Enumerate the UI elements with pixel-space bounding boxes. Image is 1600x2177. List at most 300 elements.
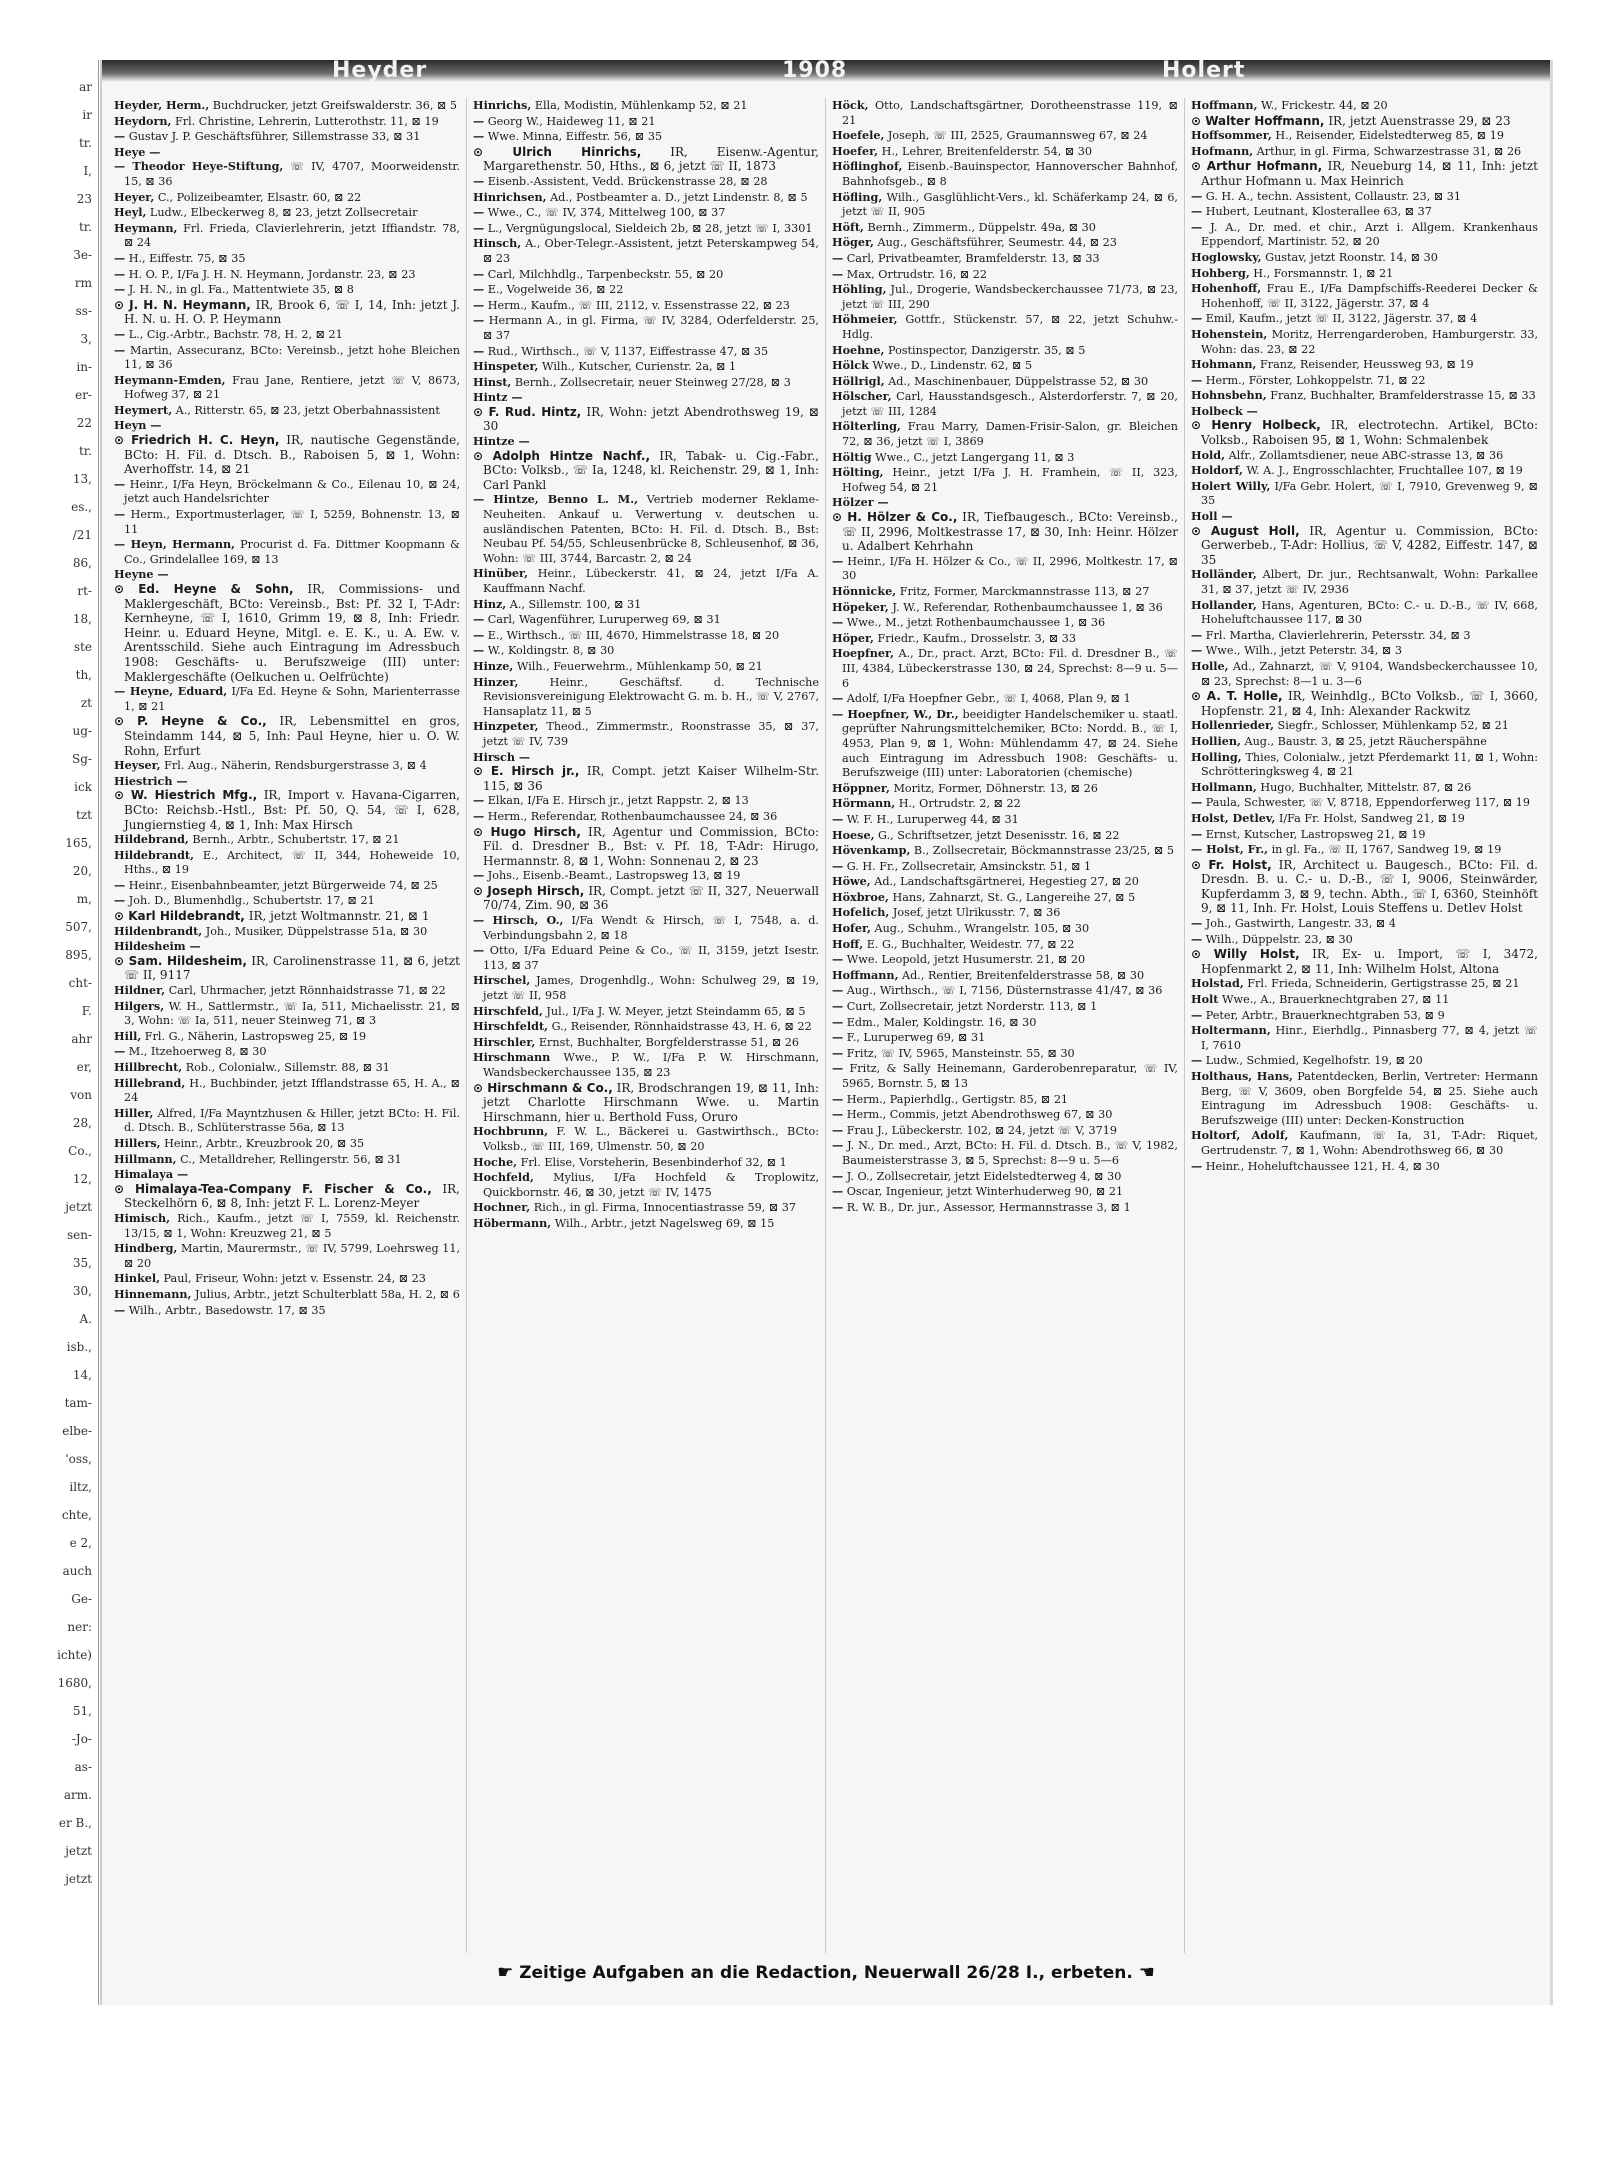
entry-name: — xyxy=(832,1107,844,1122)
entry-name: Höltig xyxy=(832,449,872,464)
entry-name: ⊙ Ed. Heyne & Sohn, xyxy=(114,582,294,596)
directory-entry xyxy=(1191,418,1538,447)
directory-entry xyxy=(832,843,1178,859)
margin-fragment: as- xyxy=(74,1760,92,1774)
directory-entry xyxy=(473,1035,819,1051)
entry-name: — xyxy=(1191,826,1203,841)
entry-name: — xyxy=(473,220,485,235)
entry-details: Wilh., Gasglühlicht-Vers., kl. Schäferkamp 24, ⊠ 6, jetzt ☏ II, 905 xyxy=(842,190,1178,219)
running-header xyxy=(102,60,1550,82)
entry-name: — xyxy=(832,1045,844,1060)
entry-name: Holling, xyxy=(1191,749,1242,764)
directory-page xyxy=(100,60,1553,2005)
directory-entry xyxy=(1191,281,1538,311)
margin-fragment: 165, xyxy=(65,836,92,850)
directory-entry xyxy=(114,848,460,878)
entry-details: W. A. J., Engrosschlachter, Fruchtallee 107, ⊠ 19 xyxy=(1246,464,1523,478)
entry-details: Ad., Zahnarzt, ☏ V, 9104, Wandsbeckerchaussee 10, ⊠ 23, Sprechst: 8—1 u. 3—6 xyxy=(1201,659,1538,688)
entry-details: IR, Neueburg 14, ⊠ 11, Inh: jetzt Arthur Hofmann u. Max Heinrich xyxy=(1201,159,1538,188)
column-2 xyxy=(467,98,826,1953)
entry-name: — xyxy=(832,952,844,967)
entry-name: ⊙ Friedrich H. C. Heyn, xyxy=(114,433,280,448)
entry-name: Hinspeter, xyxy=(473,359,539,374)
directory-entry xyxy=(114,954,460,983)
entry-name: Hoffmann, xyxy=(1191,98,1258,112)
directory-entry xyxy=(832,235,1178,251)
directory-entry xyxy=(473,597,819,613)
directory-entry xyxy=(1191,327,1538,357)
directory-entry xyxy=(832,374,1178,390)
directory-entry xyxy=(1191,718,1538,734)
entry-name: — xyxy=(832,811,844,826)
entry-details: G., Reisender, Rönnhaidstrasse 43, H. 6, ⊠ 22 xyxy=(551,1020,812,1034)
entry-name: Hiestrich — xyxy=(114,773,188,788)
entry-details: Herm., Papierhdlg., Gertigstr. 85, ⊠ 21 xyxy=(846,1092,1069,1106)
entry-details: L., Vergnügungslocal, Sieldeich 2b, ⊠ 28, jetzt ☏ I, 3301 xyxy=(487,221,813,235)
entry-details: Mylius, I/Fa Hochfeld & Troplowitz, Quickbornstr. 46, ⊠ 30, jetzt ☏ IV, 1475 xyxy=(483,1171,820,1199)
directory-entry xyxy=(1191,220,1538,250)
entry-details: Frl. Martha, Clavierlehrerin, Petersstr. 34, ⊠ 3 xyxy=(1205,628,1471,642)
directory-entry xyxy=(1191,916,1538,932)
entry-details: Gustav, jetzt Roonstr. 14, ⊠ 30 xyxy=(1265,250,1438,264)
entry-details: Eisenb.-Assistent, Vedd. Brückenstrasse 28, ⊠ 28 xyxy=(487,174,768,188)
entry-details: Wwe., C., ☏ IV, 374, Mittelweg 100, ⊠ 37 xyxy=(487,206,726,220)
entry-details: Franz, Buchhalter, Bramfelderstrasse 15, ⊠ 33 xyxy=(1270,389,1536,403)
entry-details: Wilh., Arbtr., Basedowstr. 17, ⊠ 35 xyxy=(128,1303,326,1317)
margin-fragment: er B., xyxy=(58,1816,92,1830)
margin-fragment: th, xyxy=(75,668,92,682)
entry-name: Heyn — xyxy=(114,418,162,433)
directory-entry xyxy=(473,1200,819,1216)
entry-details: IR, Compt. jetzt Kaiser Wilhelm-Str. 115, ⊠ 36 xyxy=(483,764,820,793)
margin-fragment: ug- xyxy=(72,724,92,738)
entry-name: Holtorf, Adolf, xyxy=(1191,1128,1289,1143)
entry-details: Heinr., Hoheluftchaussee 121, H. 4, ⊠ 30 xyxy=(1205,1159,1440,1173)
directory-entry xyxy=(473,913,819,943)
entry-name: Himisch, xyxy=(114,1210,171,1225)
directory-entry xyxy=(832,646,1178,691)
entry-details: Aug., Schuhm., Wrangelstr. 105, ⊠ 30 xyxy=(874,922,1090,936)
entry-name: Holst, Detlev, xyxy=(1191,810,1276,825)
directory-entry xyxy=(114,714,460,758)
entry-name: — xyxy=(473,808,485,823)
directory-entry xyxy=(473,764,819,793)
entry-details: Herm., Förster, Lohkoppelstr. 71, ⊠ 22 xyxy=(1205,373,1426,387)
entry-details: I/Fa Ed. Heyne & Sohn, Marienterrasse 1, ⊠ 21 xyxy=(124,685,460,713)
entry-name: — xyxy=(832,858,844,873)
entry-details: E., Wirthsch., ☏ III, 4670, Himmelstrasse 18, ⊠ 20 xyxy=(487,628,780,642)
entry-details: Bernh., Arbtr., Schubertstr. 17, ⊠ 21 xyxy=(192,833,400,847)
entry-name: — xyxy=(832,266,844,281)
entry-details: W. H., Sattlermstr., ☏ Ia, 511, Michaelisstr. 21, ⊠ 3, Wohn: ☏ Ia, 511, neuer Steinweg 71, ⊠ 3 xyxy=(124,999,460,1028)
directory-entry xyxy=(1191,932,1538,948)
directory-entry xyxy=(114,983,460,999)
entry-details: Emil, Kaufm., jetzt ☏ II, 3122, Jägerstr. 37, ⊠ 4 xyxy=(1205,312,1478,326)
directory-entry xyxy=(114,758,460,774)
directory-entry xyxy=(832,282,1178,312)
entry-details: Rob., Colonialw., Sillemstr. 88, ⊠ 31 xyxy=(185,1061,390,1074)
directory-entry xyxy=(114,1271,460,1287)
directory-entry xyxy=(114,507,460,537)
entry-name: — xyxy=(1191,311,1203,326)
column-4 xyxy=(1185,98,1544,1953)
entry-details: Hans, Agenturen, BCto: C.- u. D.-B., ☏ IV, 668, Hoheluftchaussee 117, ⊠ 30 xyxy=(1201,598,1538,627)
entry-details: Theod., Zimmermstr., Roonstrasse 35, ⊠ 37, jetzt ☏ IV, 739 xyxy=(483,720,819,748)
entry-name: Höpeker, xyxy=(832,599,889,614)
entry-details: B., Zollsecretair, Böckmannstrasse 23/25, ⊠ 5 xyxy=(913,844,1175,858)
entry-name: Holert Willy, xyxy=(1191,478,1271,493)
entry-details: F. W. L., Bäckerei u. Gastwirthsch., BCto: Volksb., ☏ III, 169, Ulmenstr. 50, ⊠ 20 xyxy=(483,1125,819,1153)
entry-details: Friedr., Kaufm., Drosselstr. 3, ⊠ 33 xyxy=(877,631,1077,645)
entry-name: ⊙ Adolph Hintze Nachf., xyxy=(473,448,651,463)
entry-name: ⊙ W. Hiestrich Mfg., xyxy=(114,788,258,803)
entry-name: Hofelich, xyxy=(832,905,890,920)
directory-entry xyxy=(473,492,819,566)
entry-name: — xyxy=(473,173,485,188)
entry-name: Hochfeld, xyxy=(473,1170,534,1185)
entry-details: Alfr., Zollamtsdiener, neue ABC-strasse 13, ⊠ 36 xyxy=(1228,448,1504,462)
entry-name: — xyxy=(1191,372,1203,387)
entry-details: Arthur, in gl. Firma, Schwarzestrasse 31, ⊠ 26 xyxy=(1256,144,1522,158)
entry-name: — xyxy=(473,643,485,658)
entry-details: Joh. D., Blumenhdlg., Schubertstr. 17, ⊠ 21 xyxy=(128,894,375,908)
entry-name: — xyxy=(832,999,844,1014)
entry-details: Heinr., I/Fa Heyn, Bröckelmann & Co., Eilenau 10, ⊠ 24, jetzt auch Handelsrichter xyxy=(124,477,460,506)
entry-details: A., Dr., pract. Arzt, BCto: Fil. d. Dresdner B., ☏ III, 4384, Lübeckerstrasse 130, ⊠ 24, Sprechst: 8—9 u. 5—6 xyxy=(842,647,1178,690)
entry-name: ⊙ J. H. N. Heymann, xyxy=(114,297,251,312)
entry-details: IR, jetzt Auenstrasse 29, ⊠ 23 xyxy=(1328,113,1511,128)
entry-name: — xyxy=(114,282,126,297)
directory-entry xyxy=(1191,159,1538,188)
entry-details: G. H. Fr., Zollsecretair, Amsinckstr. 51, ⊠ 1 xyxy=(846,859,1092,873)
directory-entry xyxy=(114,582,460,684)
directory-entry xyxy=(473,190,819,206)
margin-fragment: ahr xyxy=(71,1032,92,1046)
entry-details: IR, nautische Gegenstände, BCto: H. Fil. d. Dtsch. B., Raboisen 5, ⊠ 1, Wohn: Averhoffstr. 14, ⊠ 21 xyxy=(124,433,460,477)
directory-entry xyxy=(832,1046,1178,1062)
directory-entry xyxy=(1191,1069,1538,1128)
entry-details: H. O. P., I/Fa J. H. N. Heymann, Jordanstr. 23, ⊠ 23 xyxy=(128,267,416,281)
entry-details: IR, electrotechn. Artikel, BCto: Volksb., Raboisen 95, ⊠ 1, Wohn: Schmalenbek xyxy=(1201,418,1538,448)
directory-entry xyxy=(473,313,819,343)
entry-name: Hölting, xyxy=(832,465,884,480)
margin-fragment: tr. xyxy=(78,444,92,458)
entry-details: Rich., in gl. Firma, Innocentiastrasse 59, ⊠ 37 xyxy=(533,1201,797,1215)
entry-details: L., Cig.-Arbtr., Bachstr. 78, H. 2, ⊠ 21 xyxy=(128,327,343,341)
entry-details: Martin, Maurermstr., ☏ IV, 5799, Loehrsweg 11, ⊠ 20 xyxy=(124,1242,461,1270)
directory-entry xyxy=(114,924,460,940)
entry-details: IR, Compt. jetzt ☏ II, 327, Neuerwall 70/74, Zim. 90, ⊠ 36 xyxy=(483,883,819,913)
margin-fragment: 35, xyxy=(72,1256,92,1270)
directory-entry xyxy=(832,144,1178,160)
entry-details: Paula, Schwester, ☏ V, 8718, Eppendorferweg 117, ⊠ 19 xyxy=(1205,796,1531,810)
entry-name: Hildesheim — xyxy=(114,939,201,954)
entry-name: — xyxy=(114,893,126,908)
entry-details: Franz, Reisender, Heussweg 93, ⊠ 19 xyxy=(1259,358,1474,372)
entry-name: Hirsch — xyxy=(473,749,531,764)
entry-name: Hirschmann xyxy=(473,1050,551,1065)
header-right-word: Holert xyxy=(1162,60,1246,83)
directory-entry xyxy=(832,220,1178,236)
entry-name: Heyder, Herm., xyxy=(114,98,210,112)
entry-name: ⊙ Hirschmann & Co., xyxy=(473,1080,613,1095)
entry-details: C., Polizeibeamter, Elsastr. 60, ⊠ 22 xyxy=(157,190,362,204)
entry-name: — xyxy=(1191,219,1203,234)
entry-details: Rich., Kaufm., jetzt ☏ I, 7559, kl. Reichenstr. 13/15, ⊠ 1, Wohn: Kreuzweg 21, ⊠ 5 xyxy=(124,1211,460,1240)
directory-entry xyxy=(114,1211,460,1241)
margin-fragment: cht- xyxy=(68,976,92,990)
entry-details: Wilh., Kutscher, Curienstr. 2a, ⊠ 1 xyxy=(542,360,737,374)
entry-name: Hiller, xyxy=(114,1105,154,1120)
entry-details: IR, Weinhdlg., BCto Volksb., ☏ I, 3660, Hopfenstr. 21, ⊠ 4, Inh: Alexander Rackwitz xyxy=(1201,689,1539,718)
entry-details: Wilh., Düppelstr. 23, ⊠ 30 xyxy=(1205,932,1353,946)
directory-entry xyxy=(832,98,1178,128)
entry-details: Siegfr., Schlosser, Mühlenkamp 52, ⊠ 21 xyxy=(1277,719,1509,733)
entry-details: Hinr., Eierhdlg., Pinnasberg 77, ⊠ 4, jetzt ☏ I, 7610 xyxy=(1201,1024,1538,1052)
entry-name: ⊙ Himalaya-Tea-Company F. Fischer & Co., xyxy=(114,1181,432,1196)
directory-entry xyxy=(832,828,1178,844)
entry-name: Heyl, xyxy=(114,205,147,220)
directory-entry xyxy=(114,909,460,924)
directory-entry xyxy=(473,174,819,190)
margin-fragment: 18, xyxy=(72,612,92,626)
pointing-hand-left-icon: ☛ xyxy=(497,1962,514,1983)
entry-name: Höflinghof, xyxy=(832,159,903,174)
directory-entry xyxy=(473,359,819,375)
directory-entry xyxy=(114,114,460,130)
entry-name: — xyxy=(1191,931,1203,946)
entry-details: Heinr., Eisenbahnbeamter, jetzt Bürgerweide 74, ⊠ 25 xyxy=(128,878,438,892)
directory-entry xyxy=(832,1061,1178,1091)
entry-name: ⊙ Hugo Hirsch, xyxy=(473,824,581,839)
margin-fragment: tr. xyxy=(78,220,92,234)
entry-details: Elkan, I/Fa E. Hirsch jr., jetzt Rappstr. 2, ⊠ 13 xyxy=(487,794,749,808)
entry-name: Holbeck — xyxy=(1191,403,1258,418)
entry-details: Gustav J. P. Geschäftsführer, Sillemstrasse 33, ⊠ 31 xyxy=(128,130,421,144)
entry-name: Hildebrand, xyxy=(114,832,189,847)
entry-details: IR, Ex- u. Import, ☏ I, 3472, Hopfenmarkt 2, ⊠ 11, Inh: Wilhelm Holst, Altona xyxy=(1201,947,1538,976)
entry-details: Fritz, Former, Marckmannstrasse 113, ⊠ 27 xyxy=(899,585,1150,598)
entry-details: Frau J., Lübeckerstr. 102, ⊠ 24, jetzt ☏ V, 3719 xyxy=(846,1123,1117,1137)
directory-entry xyxy=(832,983,1178,999)
entry-name: Himalaya — xyxy=(114,1167,189,1182)
entry-details: I/Fa Wendt & Hirsch, ☏ I, 7548, a. d. Verbindungsbahn 2, ⊠ 18 xyxy=(483,914,819,942)
margin-fragment: 895, xyxy=(65,948,92,962)
entry-details: Heinr., jetzt I/Fa J. H. Framhein, ☏ II, 323, Hofweg 54, ⊠ 21 xyxy=(842,466,1178,494)
directory-entry xyxy=(832,510,1178,554)
directory-entry xyxy=(114,1152,460,1168)
margin-fragment: e 2, xyxy=(69,1536,92,1550)
entry-details: J. W., Referendar, Rothenbaumchaussee 1, ⊠ 36 xyxy=(892,600,1163,614)
entry-details: Procurist d. Fa. Dittmer Koopmann & Co., Grindelallee 169, ⊠ 13 xyxy=(124,538,460,566)
entry-details: Frau Marry, Damen-Frisir-Salon, gr. Bleichen 72, ⊠ 36, jetzt ☏ I, 3869 xyxy=(842,420,1178,449)
entry-name: Heymert, xyxy=(114,402,173,417)
directory-entry xyxy=(1191,1053,1538,1069)
directory-entry xyxy=(1191,388,1538,404)
entry-details: IR, Commissions- und Maklergeschäft, BCto: Vereinsb., Bst: Pf. 32 I, T-Adr: Kernheyne, ☏ I, 1610, Grimm 19, ⊠ 8, Inh: Friedr. Heinr. u. Eduard Heyne, Mitgl. e. E. K., u. A. Ew. v. Arentsschild. Siehe auch Eintragung im Adressbuch 1908: Geschäfts- u. Berufszweige (III) unter: Maklergeschäfte (Oelkuchen u. Oelfrüchte) xyxy=(124,582,460,684)
directory-entry xyxy=(114,159,460,189)
margin-fragment: 12, xyxy=(72,1172,92,1186)
entry-details: H., Buchbinder, jetzt Ifflandstrasse 65, H. A., ⊠ 24 xyxy=(124,1076,460,1105)
directory-entry xyxy=(1191,1128,1538,1158)
directory-entry xyxy=(1191,1159,1538,1175)
entry-name: Hoese, xyxy=(832,827,875,842)
entry-details: J. A., Dr. med. et chir., Arzt i. Allgem. Krankenhaus Eppendorf, Martinistr. 52, ⊠ 20 xyxy=(1201,220,1538,249)
entry-details: Heinr., Arbtr., Kreuzbrook 20, ⊠ 35 xyxy=(164,1136,365,1150)
entry-details: Frl. Frieda, Clavierlehrerin, jetzt Iffiandstr. 78, ⊠ 24 xyxy=(124,221,460,250)
directory-entry xyxy=(114,1136,460,1152)
directory-entry xyxy=(473,825,819,869)
section-heading xyxy=(473,434,819,449)
entry-details: IR, Architect u. Baugesch., BCto: Fil. d. Dresdn. B. u. C.- u. D.-B., ☏ I, 9006, Steinwärder, Kupferdamm 3, ⊠ 9, techn. Abth., ☏ I, 6360, Steinhöft 9, ⊠ 11, Inh. Fr. Holst, Louis Steffens u. Detlev Holst xyxy=(1201,857,1538,916)
entry-details: in gl. Fa., ☏ II, 1767, Sandweg 19, ⊠ 19 xyxy=(1271,843,1502,857)
entry-name: Hildenbrandt, xyxy=(114,923,203,938)
entry-name: — xyxy=(1191,795,1203,810)
entry-details: E. G., Buchhalter, Weidestr. 77, ⊠ 22 xyxy=(866,937,1075,951)
directory-entry xyxy=(473,793,819,809)
directory-entry xyxy=(1191,311,1538,327)
entry-name: Höppner, xyxy=(832,780,890,795)
margin-fragment: 1680, xyxy=(57,1676,92,1690)
entry-name: — xyxy=(473,627,485,642)
entry-details: Oscar, Ingenieur, jetzt Winterhuderweg 90, ⊠ 21 xyxy=(846,1185,1124,1199)
directory-entry xyxy=(473,643,819,659)
margin-fragment: 20, xyxy=(72,864,92,878)
directory-entry xyxy=(114,129,460,145)
directory-entry xyxy=(114,251,460,267)
directory-entry xyxy=(1191,463,1538,479)
directory-entry xyxy=(114,1060,460,1076)
entry-details: Aug., Geschäftsführer, Seumestr. 44, ⊠ 23 xyxy=(877,236,1117,250)
entry-name: Hollenrieder, xyxy=(1191,718,1274,733)
entry-details: Gottfr., Stückenstr. 57, ⊠ 22, jetzt Schuhw.-Hdlg. xyxy=(842,313,1178,341)
entry-name: — Theodor Heye-Stiftung, xyxy=(114,159,284,174)
entry-details: Martin, Assecuranz, BCto: Vereinsb., jetzt hohe Bleichen 11, ⊠ 36 xyxy=(124,343,461,372)
directory-entry xyxy=(1191,811,1538,827)
entry-name: — Holst, Fr., xyxy=(1191,842,1269,857)
margin-fragment: A. xyxy=(79,1312,92,1326)
entry-name: — xyxy=(473,129,485,144)
entry-details: Max, Ortrudstr. 16, ⊠ 22 xyxy=(846,267,988,281)
entry-name: Holdorf, xyxy=(1191,463,1243,478)
entry-details: Otto, I/Fa Eduard Peine & Co., ☏ II, 3159, jetzt Isestr. 113, ⊠ 37 xyxy=(483,944,819,972)
directory-entry xyxy=(114,298,460,327)
margin-fragment: -Jo- xyxy=(71,1732,92,1746)
entry-details: E., Vogelweide 36, ⊠ 22 xyxy=(487,283,624,297)
directory-entry xyxy=(832,389,1178,419)
directory-entry xyxy=(1191,643,1538,659)
entry-details: IR, Agentur und Commission, BCto: Fil. d. Dresdner B., Bst: v. Pf. 18, T-Adr: Hirugo, Hermannstr. 8, ⊠ 1, Wohn: Sonnenau 2, ⊠ 23 xyxy=(483,824,820,868)
directory-entry xyxy=(832,796,1178,812)
directory-entry xyxy=(832,781,1178,797)
entry-details: J. O., Zollsecretair, jetzt Eidelstedterweg 4, ⊠ 30 xyxy=(846,1169,1122,1183)
entry-name: — xyxy=(1191,188,1203,203)
margin-fragment: elbe- xyxy=(62,1424,92,1438)
margin-fragment: 86, xyxy=(72,556,92,570)
directory-entry xyxy=(832,615,1178,631)
entry-name: ⊙ A. T. Holle, xyxy=(1191,689,1283,704)
directory-entry xyxy=(473,1216,819,1232)
entry-name: — xyxy=(114,250,126,265)
entry-name: — xyxy=(832,1168,844,1183)
entry-name: ⊙ Ulrich Hinrichs, xyxy=(473,144,642,159)
entry-name: — xyxy=(473,266,485,281)
entry-details: Bernh., Zimmerm., Düppelstr. 49a, ⊠ 30 xyxy=(867,220,1096,234)
entry-name: Höper, xyxy=(832,630,874,645)
margin-fragment: 507, xyxy=(65,920,92,934)
margin-fragment: 30, xyxy=(72,1284,92,1298)
entry-details: Frl. Aug., Näherin, Rendsburgerstrasse 3, ⊠ 4 xyxy=(164,759,427,773)
directory-entry xyxy=(832,343,1178,359)
directory-entry xyxy=(473,236,819,266)
entry-details: Otto, Landschaftsgärtner, Dorotheenstrasse 119, ⊠ 21 xyxy=(842,99,1178,127)
entry-details: IR, Tabak- u. Cig.-Fabr., BCto: Volksb., ☏ Ia, 1248, kl. Reichenstr. 29, ⊠ 1, Inh: Carl Pankl xyxy=(483,448,819,492)
entry-details: Ernst, Buchhalter, Borgfelderstrasse 51, ⊠ 26 xyxy=(538,1035,800,1049)
entry-name: Hinzpeter, xyxy=(473,719,539,734)
entry-name: — xyxy=(114,476,126,491)
entry-name: Holle, xyxy=(1191,658,1229,673)
entry-details: Frl. Frieda, Schneiderin, Gertigstrasse 25, ⊠ 21 xyxy=(1247,977,1520,991)
entry-name: — xyxy=(832,1138,844,1153)
entry-details: IR, Agentur u. Commission, BCto: Gerwerbeb., T-Adr: Hollius, ☏ V, 4282, Eiffestr. 147, ⊠ 35 xyxy=(1201,523,1538,567)
entry-name: Hoffsommer, xyxy=(1191,128,1272,143)
entry-details: Herm., Referendar, Rothenbaumchaussee 24, ⊠ 36 xyxy=(487,809,778,823)
directory-entry xyxy=(473,145,819,174)
entry-name: Holl — xyxy=(1191,509,1233,524)
entry-details: G., Schriftsetzer, jetzt Desenisstr. 16, ⊠ 22 xyxy=(878,828,1120,842)
entry-name: — xyxy=(1191,627,1203,642)
entry-name: ⊙ E. Hirsch jr., xyxy=(473,764,580,779)
margin-fragment: ss- xyxy=(75,304,92,318)
section-heading xyxy=(114,1167,460,1182)
directory-entry xyxy=(473,298,819,314)
directory-entry xyxy=(114,832,460,848)
margin-fragment: ichte) xyxy=(57,1648,92,1662)
entry-details: Frau E., I/Fa Dampfschiffs-Reederei Decker & Hohenhoff, ☏ II, 3122, Jägerstr. 37, ⊠ 4 xyxy=(1201,282,1538,310)
entry-details: IR, Lebensmittel en gros, Steindamm 144, ⊠ 5, Inh: Paul Heyne, hier u. O. W. Rohn, Erfurt xyxy=(124,714,460,758)
margin-fragment: ick xyxy=(74,780,92,794)
entry-name: Höhling, xyxy=(832,282,887,297)
directory-entry xyxy=(114,1029,460,1045)
directory-entry xyxy=(1191,98,1538,114)
directory-entry xyxy=(473,129,819,145)
entry-details: H., Reisender, Eidelstedterweg 85, ⊠ 19 xyxy=(1275,129,1504,143)
entry-details: Curt, Zollsecretair, jetzt Norderstr. 113, ⊠ 1 xyxy=(846,1000,1098,1014)
entry-name: Hochbrunn, xyxy=(473,1124,548,1139)
entry-details: I/Fa Fr. Holst, Sandweg 21, ⊠ 19 xyxy=(1278,811,1465,825)
entry-details: Jul., Drogerie, Wandsbeckerchaussee 71/73, ⊠ 23, jetzt ☏ III, 290 xyxy=(842,283,1179,311)
directory-entry xyxy=(114,433,460,477)
entry-name: — xyxy=(832,1030,844,1045)
entry-details: Paul, Friseur, Wohn: jetzt v. Essenstr. 24, ⊠ 23 xyxy=(163,1272,426,1286)
margin-fragment: ste xyxy=(73,640,92,654)
entry-details: Vertrieb moderner Reklame-Neuheiten. Ankauf u. Verwertung v. deutschen u. ausländischen Patenten, BCto: H. Fil. d. Dtsch. B., Bst: Neubau Pf. 54/55, Schleusenbrücke 8, Schleusenhof, ⊠ 36, Wohn: ☏ III, 3744, Barcastr. 2, ⊠ 24 xyxy=(483,493,819,565)
entry-name: Hofmann, xyxy=(1191,143,1254,158)
entry-details: Aug., Wirthsch., ☏ I, 7156, Düsternstrasse 41/47, ⊠ 36 xyxy=(846,984,1163,998)
directory-entry xyxy=(114,221,460,251)
margin-fragment: sen- xyxy=(66,1228,92,1242)
directory-entry xyxy=(114,282,460,298)
directory-entry xyxy=(832,1200,1178,1216)
margin-fragment: auch xyxy=(62,1564,92,1578)
entry-name: Hoepfner, xyxy=(832,646,895,661)
section-heading xyxy=(114,774,460,789)
entry-name: Hoefer, xyxy=(832,143,879,158)
directory-entry xyxy=(114,327,460,343)
directory-entry xyxy=(1191,1023,1538,1053)
entry-details: Carl, Privatbeamter, Bramfelderstr. 13, ⊠ 33 xyxy=(846,251,1100,265)
directory-entry xyxy=(473,566,819,596)
